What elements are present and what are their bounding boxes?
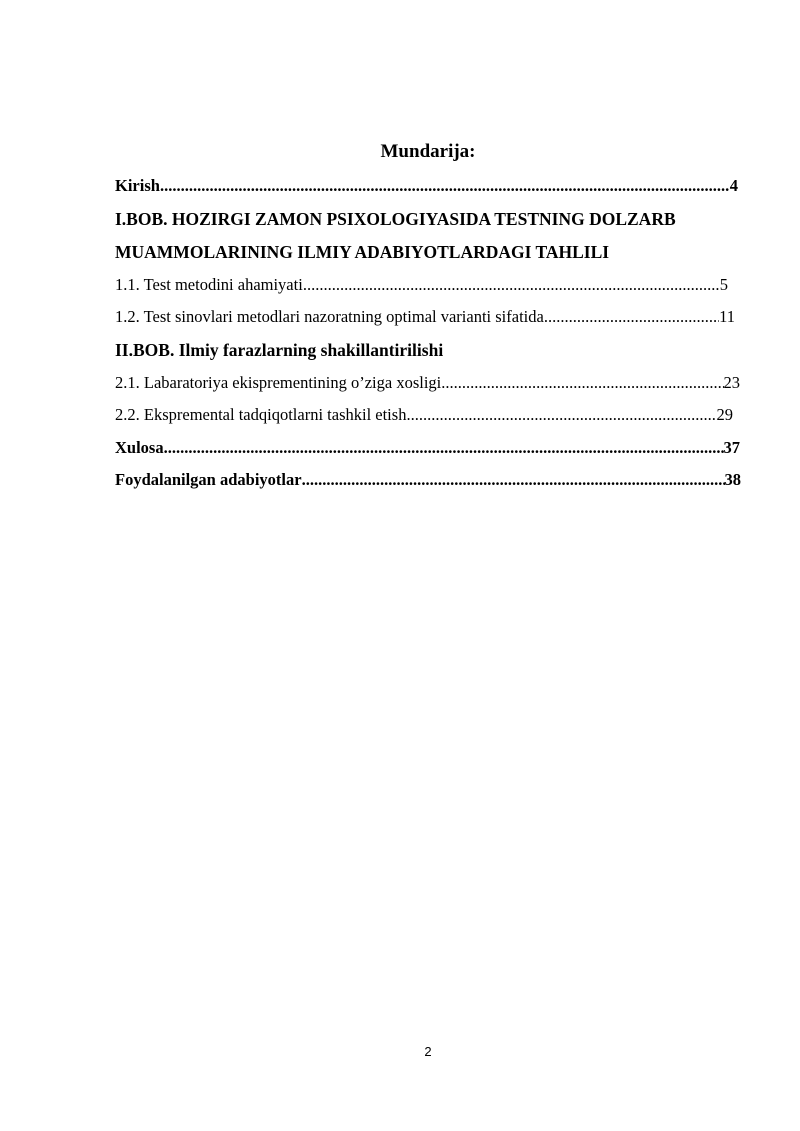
toc-leader-dots <box>302 464 725 497</box>
toc-entry-label: 2.2. Ekspremental tadqiqotlarni tashkil etish <box>115 405 407 424</box>
toc-entry-page: 4 <box>729 176 738 195</box>
toc-entry-label: II.BOB. Ilmiy farazlarning shakillantirilishi <box>115 339 444 360</box>
toc-entry-1-1[interactable] <box>115 269 728 302</box>
toc-entry-label: 2.1. Labaratoriya ekisprementining o’ziga xosligi <box>115 372 442 392</box>
toc-entry-label: 1.1. Test metodini ahamiyati <box>115 274 303 294</box>
table-of-contents <box>115 170 745 497</box>
toc-leader-dots <box>544 301 719 334</box>
toc-entry-label: Foydalanilgan adabiyotlar <box>115 470 302 489</box>
page-number: 2 <box>424 1044 432 1059</box>
toc-entry-xulosa[interactable] <box>115 432 740 465</box>
toc-entry-label: 1.2. Test sinovlari metodlari nazoratning optimal varianti sifatida <box>115 307 544 326</box>
page-title: Mundarija: <box>380 141 476 162</box>
toc-entry-page: 29 <box>716 405 733 424</box>
toc-entry-page: 23 <box>723 372 740 392</box>
toc-leader-dots <box>164 432 724 465</box>
toc-chapter-2-heading[interactable] <box>115 334 745 367</box>
toc-chapter-1-heading-line-1[interactable] <box>115 203 745 236</box>
toc-leader-dots <box>441 367 723 400</box>
toc-entry-page: 5 <box>719 274 728 294</box>
toc-chapter-1-heading-line-2[interactable] <box>115 236 745 269</box>
toc-entry-2-2[interactable] <box>115 399 733 432</box>
toc-entry-label: I.BOB. HOZIRGI ZAMON PSIXOLOGIYASIDA TESTNING DOLZARB <box>115 208 676 229</box>
toc-entry-foydalanilgan-adabiyotlar[interactable] <box>115 464 741 497</box>
toc-entry-label: Kirish <box>115 176 160 195</box>
toc-entry-page: 37 <box>723 437 740 457</box>
toc-entry-1-2[interactable] <box>115 301 735 334</box>
toc-entry-label: MUAMMOLARINING ILMIY ADABIYOTLARDAGI TAHLILI <box>115 241 610 262</box>
toc-entry-kirish[interactable] <box>115 170 738 203</box>
toc-entry-label: Xulosa <box>115 437 164 457</box>
toc-leader-dots <box>303 269 720 302</box>
toc-entry-page: 11 <box>719 307 735 326</box>
toc-entry-page: 38 <box>724 470 741 489</box>
toc-leader-dots <box>406 399 716 432</box>
toc-entry-2-1[interactable] <box>115 367 740 400</box>
toc-leader-dots <box>160 170 730 203</box>
